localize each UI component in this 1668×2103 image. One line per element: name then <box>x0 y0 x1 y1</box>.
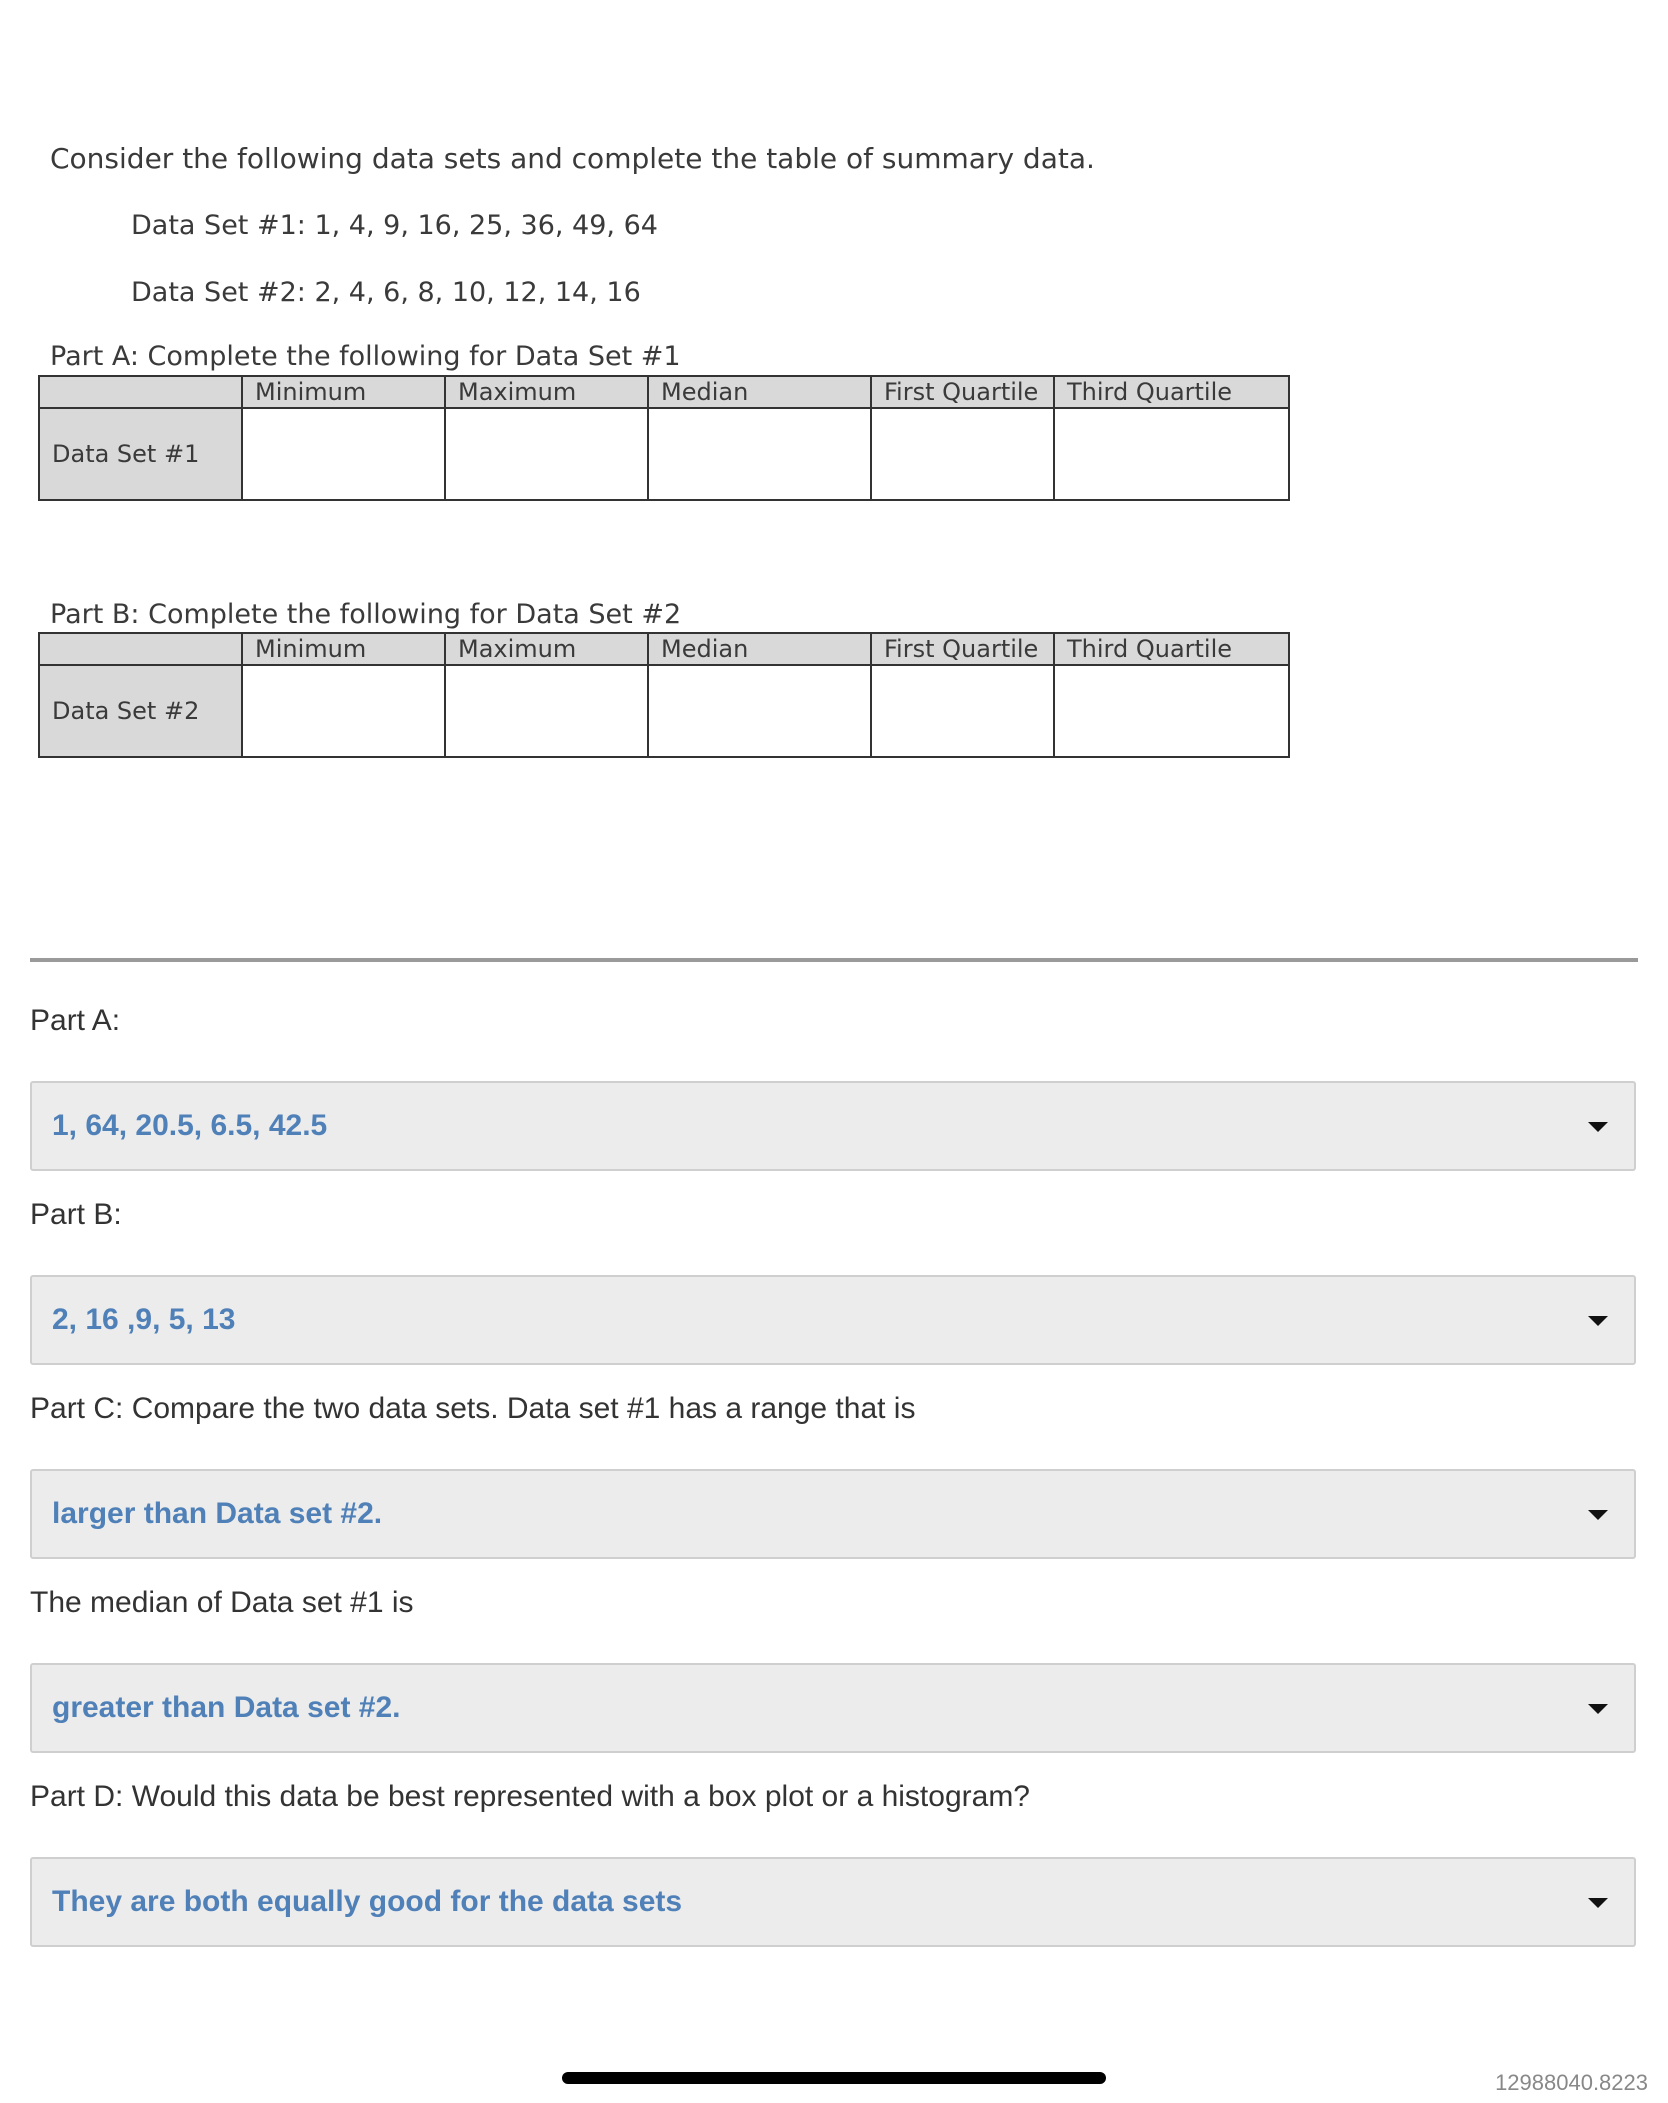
chevron-down-icon <box>1588 1704 1608 1714</box>
question-label-part-a: Part A: <box>30 1004 121 1037</box>
table-cell <box>445 665 648 757</box>
table-header-cell <box>39 633 242 665</box>
home-indicator[interactable] <box>562 2072 1106 2084</box>
question-label-part-b: Part B: <box>30 1198 122 1231</box>
answer-dropdown-median[interactable] <box>30 1663 1636 1753</box>
table-row <box>39 665 1289 757</box>
table-header-cell: Minimum <box>242 376 445 408</box>
watermark-text: 12988040.8223 <box>1495 2070 1648 2095</box>
table-header-cell: First Quartile <box>871 633 1054 665</box>
data-set-2-values: Data Set #2: 2, 4, 6, 8, 10, 12, 14, 16 <box>131 277 641 308</box>
answer-dropdown-part-c[interactable] <box>30 1469 1636 1559</box>
answer-dropdown-part-b[interactable] <box>30 1275 1636 1365</box>
answer-dropdown-part-d[interactable] <box>30 1857 1636 1947</box>
dropdown-selected-value: 2, 16 ,9, 5, 13 <box>52 1303 236 1336</box>
data-set-1-values: Data Set #1: 1, 4, 9, 16, 25, 36, 49, 64 <box>131 210 658 241</box>
summary-table-b <box>38 632 1290 758</box>
question-label-part-d: Part D: Would this data be best represented with a box plot or a histogram? <box>30 1780 1030 1813</box>
chevron-down-icon <box>1588 1898 1608 1908</box>
part-a-title: Part A: Complete the following for Data Set #1 <box>50 341 681 372</box>
chevron-down-icon <box>1588 1122 1608 1132</box>
table-cell <box>1054 408 1289 500</box>
section-divider <box>30 958 1638 962</box>
answer-dropdown-part-a[interactable] <box>30 1081 1636 1171</box>
table-cell <box>445 408 648 500</box>
part-b-title: Part B: Complete the following for Data Set #2 <box>50 599 682 630</box>
table-header-cell: Minimum <box>242 633 445 665</box>
question-label-part-c: Part C: Compare the two data sets. Data set #1 has a range that is <box>30 1392 916 1425</box>
table-header-cell <box>39 376 242 408</box>
table-header-cell: Third Quartile <box>1054 376 1289 408</box>
table-cell <box>242 408 445 500</box>
table-header-row <box>39 376 1289 408</box>
dropdown-selected-value: larger than Data set #2. <box>52 1497 383 1530</box>
table-header-cell: Median <box>648 633 871 665</box>
chevron-down-icon <box>1588 1510 1608 1520</box>
table-header-cell: Maximum <box>445 376 648 408</box>
summary-table-a <box>38 375 1290 501</box>
table-cell <box>648 665 871 757</box>
table-cell <box>871 408 1054 500</box>
table-cell <box>1054 665 1289 757</box>
table-header-cell: Maximum <box>445 633 648 665</box>
worksheet-instruction: Consider the following data sets and complete the table of summary data. <box>50 142 1095 175</box>
table-cell <box>242 665 445 757</box>
table-cell <box>871 665 1054 757</box>
dropdown-selected-value: They are both equally good for the data sets <box>52 1885 683 1918</box>
dropdown-selected-value: greater than Data set #2. <box>52 1691 401 1724</box>
table-header-cell: Third Quartile <box>1054 633 1289 665</box>
chevron-down-icon <box>1588 1316 1608 1326</box>
table-header-cell: Median <box>648 376 871 408</box>
table-row-label: Data Set #2 <box>39 665 242 757</box>
dropdown-selected-value: 1, 64, 20.5, 6.5, 42.5 <box>52 1109 328 1142</box>
table-header-cell: First Quartile <box>871 376 1054 408</box>
table-cell <box>648 408 871 500</box>
table-header-row <box>39 633 1289 665</box>
question-label-median: The median of Data set #1 is <box>30 1586 414 1619</box>
table-row-label: Data Set #1 <box>39 408 242 500</box>
table-row <box>39 408 1289 500</box>
